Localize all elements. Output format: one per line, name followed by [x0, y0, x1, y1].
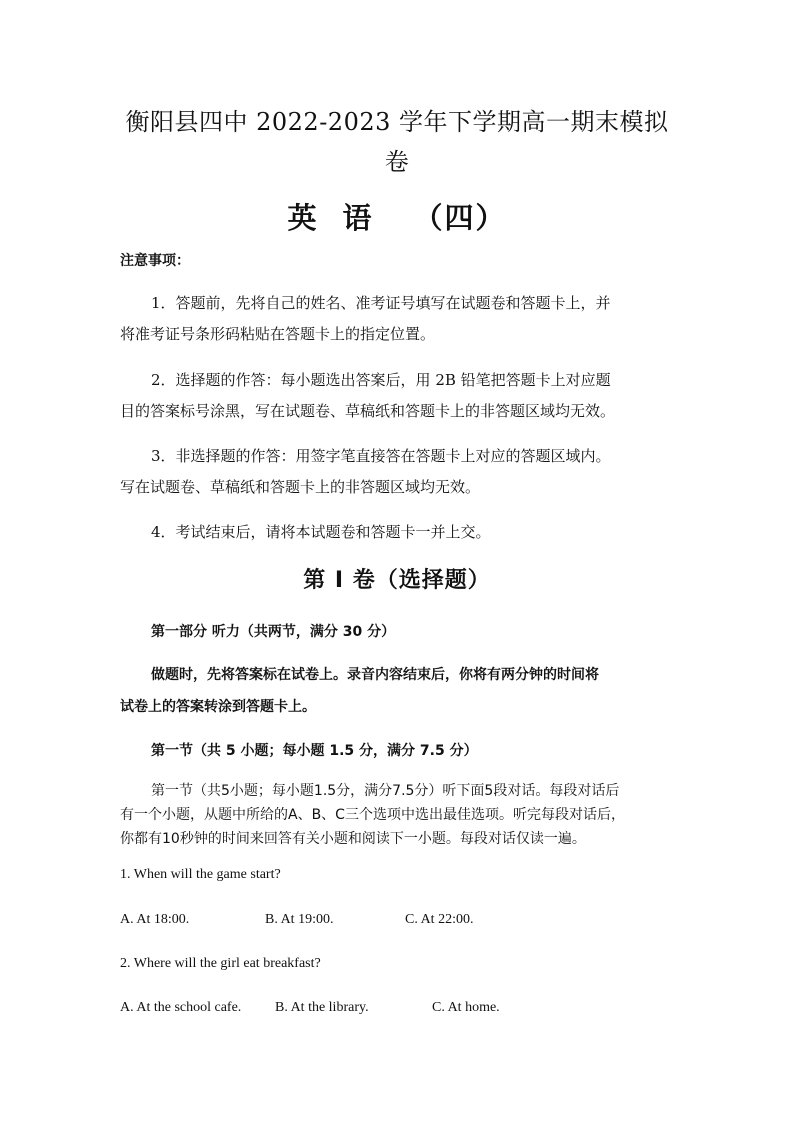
exam-title-continued: 卷: [384, 148, 410, 176]
question-2-option-c: C. At home.: [432, 1000, 500, 1015]
instruction-line2: 试卷上的答案转涂到答题卡上。: [120, 699, 316, 715]
subsection-heading: 第一节（共 5 小题；每小题 1.5 分，满分 7.5 分）: [151, 743, 478, 759]
notice-item-4-line1: 4．考试结束后，请将本试题卷和答题卡一并上交。: [151, 523, 491, 541]
subject-char-2: 语: [342, 201, 374, 235]
question-1-option-a: A. At 18:00.: [120, 912, 190, 927]
question-2-option-b: B. At the library.: [275, 1000, 369, 1015]
question-1-option-c: C. At 22:00.: [405, 912, 474, 927]
notice-item-1-line1: 1．答题前，先将自己的姓名、准考证号填写在试题卷和答题卡上，并: [151, 294, 611, 312]
notice-item-2-line1: 2．选择题的作答：每小题选出答案后，用 2B 铅笔把答题卡上对应题: [151, 371, 611, 389]
notice-heading: 注意事项：: [120, 253, 190, 269]
subsection-desc-line3: 你都有10秒钟的时间来回答有关小题和阅读下一小题。每段对话仅读一遍。: [120, 831, 586, 847]
subject-char-1: 英: [287, 201, 319, 235]
notice-item-3-line1: 3．非选择题的作答：用签字笔直接答在答题卡上对应的答题区域内。: [151, 447, 611, 465]
part1-heading: 第一部分 听力（共两节，满分 30 分）: [151, 624, 396, 640]
exam-title: 衡阳县四中 2022-2023 学年下学期高一期末模拟: [125, 108, 669, 136]
instruction-line1: 做题时，先将答案标在试卷上。录音内容结束后，你将有两分钟的时间将: [151, 667, 599, 683]
question-1-stem: 1. When will the game start?: [120, 867, 281, 882]
section-title: 第 I 卷（选择题）: [303, 568, 491, 593]
subsection-desc-line1: 第一节（共5小题；每小题1.5分，满分7.5分）听下面5段对话。每段对话后: [151, 783, 620, 799]
notice-item-2-line2: 目的答案标号涂黑，写在试题卷、草稿纸和答题卡上的非答题区域均无效。: [120, 402, 616, 420]
subject-heading: [0, 196, 794, 237]
question-1-option-b: B. At 19:00.: [265, 912, 334, 927]
subsection-desc-line2: 有一个小题，从题中所给的A、B、C三个选项中选出最佳选项。听完每段对话后，: [120, 807, 625, 823]
notice-item-3-line2: 写在试题卷、草稿纸和答题卡上的非答题区域均无效。: [120, 478, 481, 496]
question-2-option-a: A. At the school cafe.: [120, 1000, 242, 1015]
notice-item-1-line2: 将准考证号条形码粘贴在答题卡上的指定位置。: [120, 325, 436, 343]
question-2-stem: 2. Where will the girl eat breakfast?: [120, 956, 321, 971]
subject-paper-number: （四）: [413, 201, 507, 235]
